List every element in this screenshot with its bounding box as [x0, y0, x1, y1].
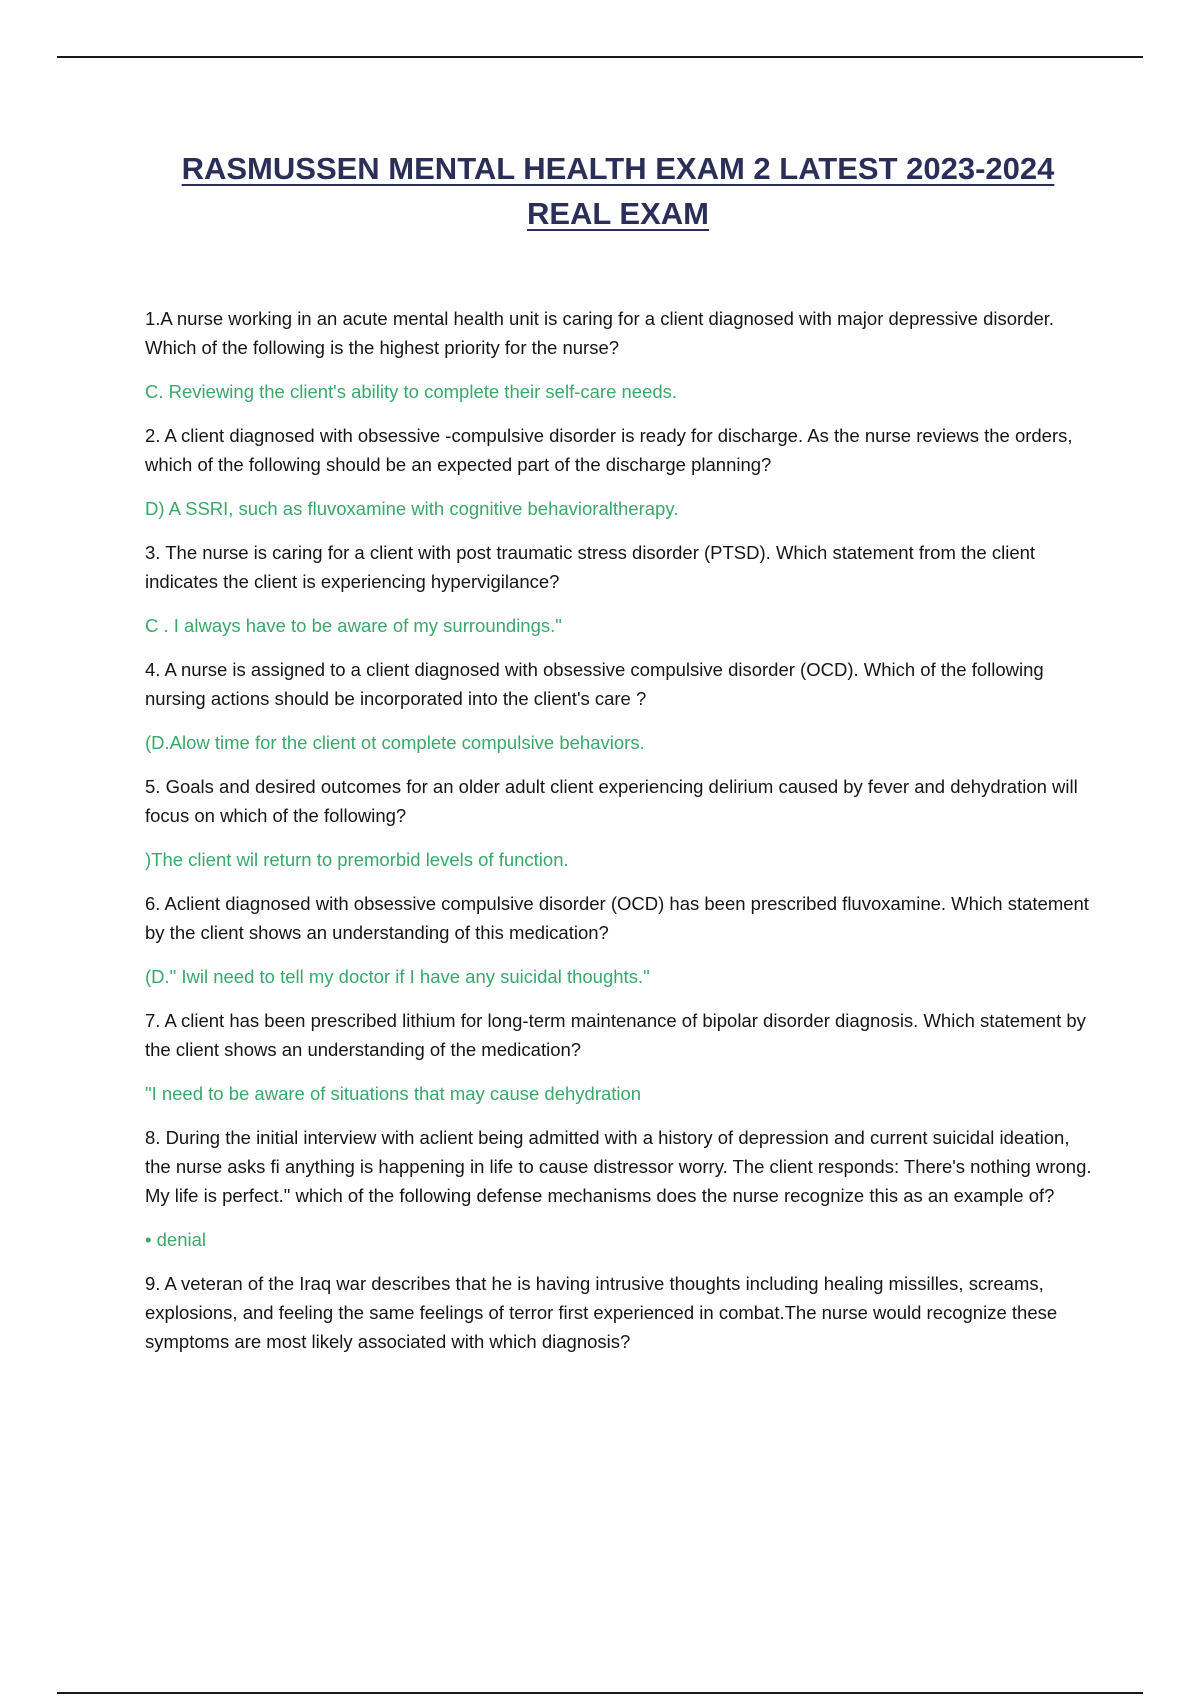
answer-4: (D.Alow time for the client ot complete compulsive behaviors. — [145, 732, 645, 753]
question-5: 5. Goals and desired outcomes for an older adult client experiencing delirium caused by fever and dehydration will focus on which of the following? — [145, 776, 1078, 826]
answer-2: D) A SSRI, such as fluvoxamine with cognitive behavioraltherapy. — [145, 498, 679, 519]
question-3: 3. The nurse is caring for a client with post traumatic stress disorder (PTSD). Which statement from the client indicates the client is experiencing hypervigilance? — [145, 542, 1036, 592]
answer-6: (D." Iwil need to tell my doctor if I have any suicidal thoughts." — [145, 966, 650, 987]
answer-8: • denial — [145, 1229, 206, 1250]
title-line-1: RASMUSSEN MENTAL HEALTH EXAM 2 LATEST 2023-2024 — [181, 151, 1055, 186]
question-8: 8. During the initial interview with aclient being admitted with a history of depression and current suicidal ideation, the nurse asks fi anything is happening in life to cause distressor worry. The client responds: There's nothing wrong. My life is perfect." which of the following defense mechanisms does the nurse recognize this as an example of? — [145, 1127, 1092, 1206]
question-2: 2. A client diagnosed with obsessive -compulsive disorder is ready for discharge. As the nurse reviews the orders, which of the following should be an expected part of the discharge planning? — [145, 425, 1073, 475]
answer-5: )The client wil return to premorbid levels of function. — [145, 849, 569, 870]
footer-rule — [57, 1692, 1143, 1694]
document-title — [0, 146, 1200, 236]
question-list — [145, 304, 1095, 1371]
answer-7: "I need to be aware of situations that may cause dehydration — [145, 1083, 642, 1104]
question-7: 7. A client has been prescribed lithium for long-term maintenance of bipolar disorder diagnosis. Which statement by the client shows an understanding of the medication? — [145, 1010, 1086, 1060]
question-1: 1.A nurse working in an acute mental health unit is caring for a client diagnosed with major depressive disorder. Which of the following is the highest priority for the nurse? — [145, 308, 1055, 358]
question-9: 9. A veteran of the Iraq war describes that he is having intrusive thoughts including healing missilles, screams, explosions, and feeling the same feelings of terror first experienced in combat.The nurse would recognize these symptoms are most likely associated with which diagnosis? — [145, 1273, 1058, 1352]
answer-3: C . I always have to be aware of my surroundings." — [145, 615, 562, 636]
header-rule — [57, 56, 1143, 58]
title-line-2: REAL EXAM — [526, 196, 709, 231]
answer-1: C. Reviewing the client's ability to complete their self-care needs. — [145, 381, 678, 402]
question-4: 4. A nurse is assigned to a client diagnosed with obsessive compulsive disorder (OCD). Which of the following nursing actions should be incorporated into the client's care ? — [145, 659, 1044, 709]
question-6: 6. Aclient diagnosed with obsessive compulsive disorder (OCD) has been prescribed fluvoxamine. Which statement by the client shows an understanding of this medication? — [145, 893, 1089, 943]
